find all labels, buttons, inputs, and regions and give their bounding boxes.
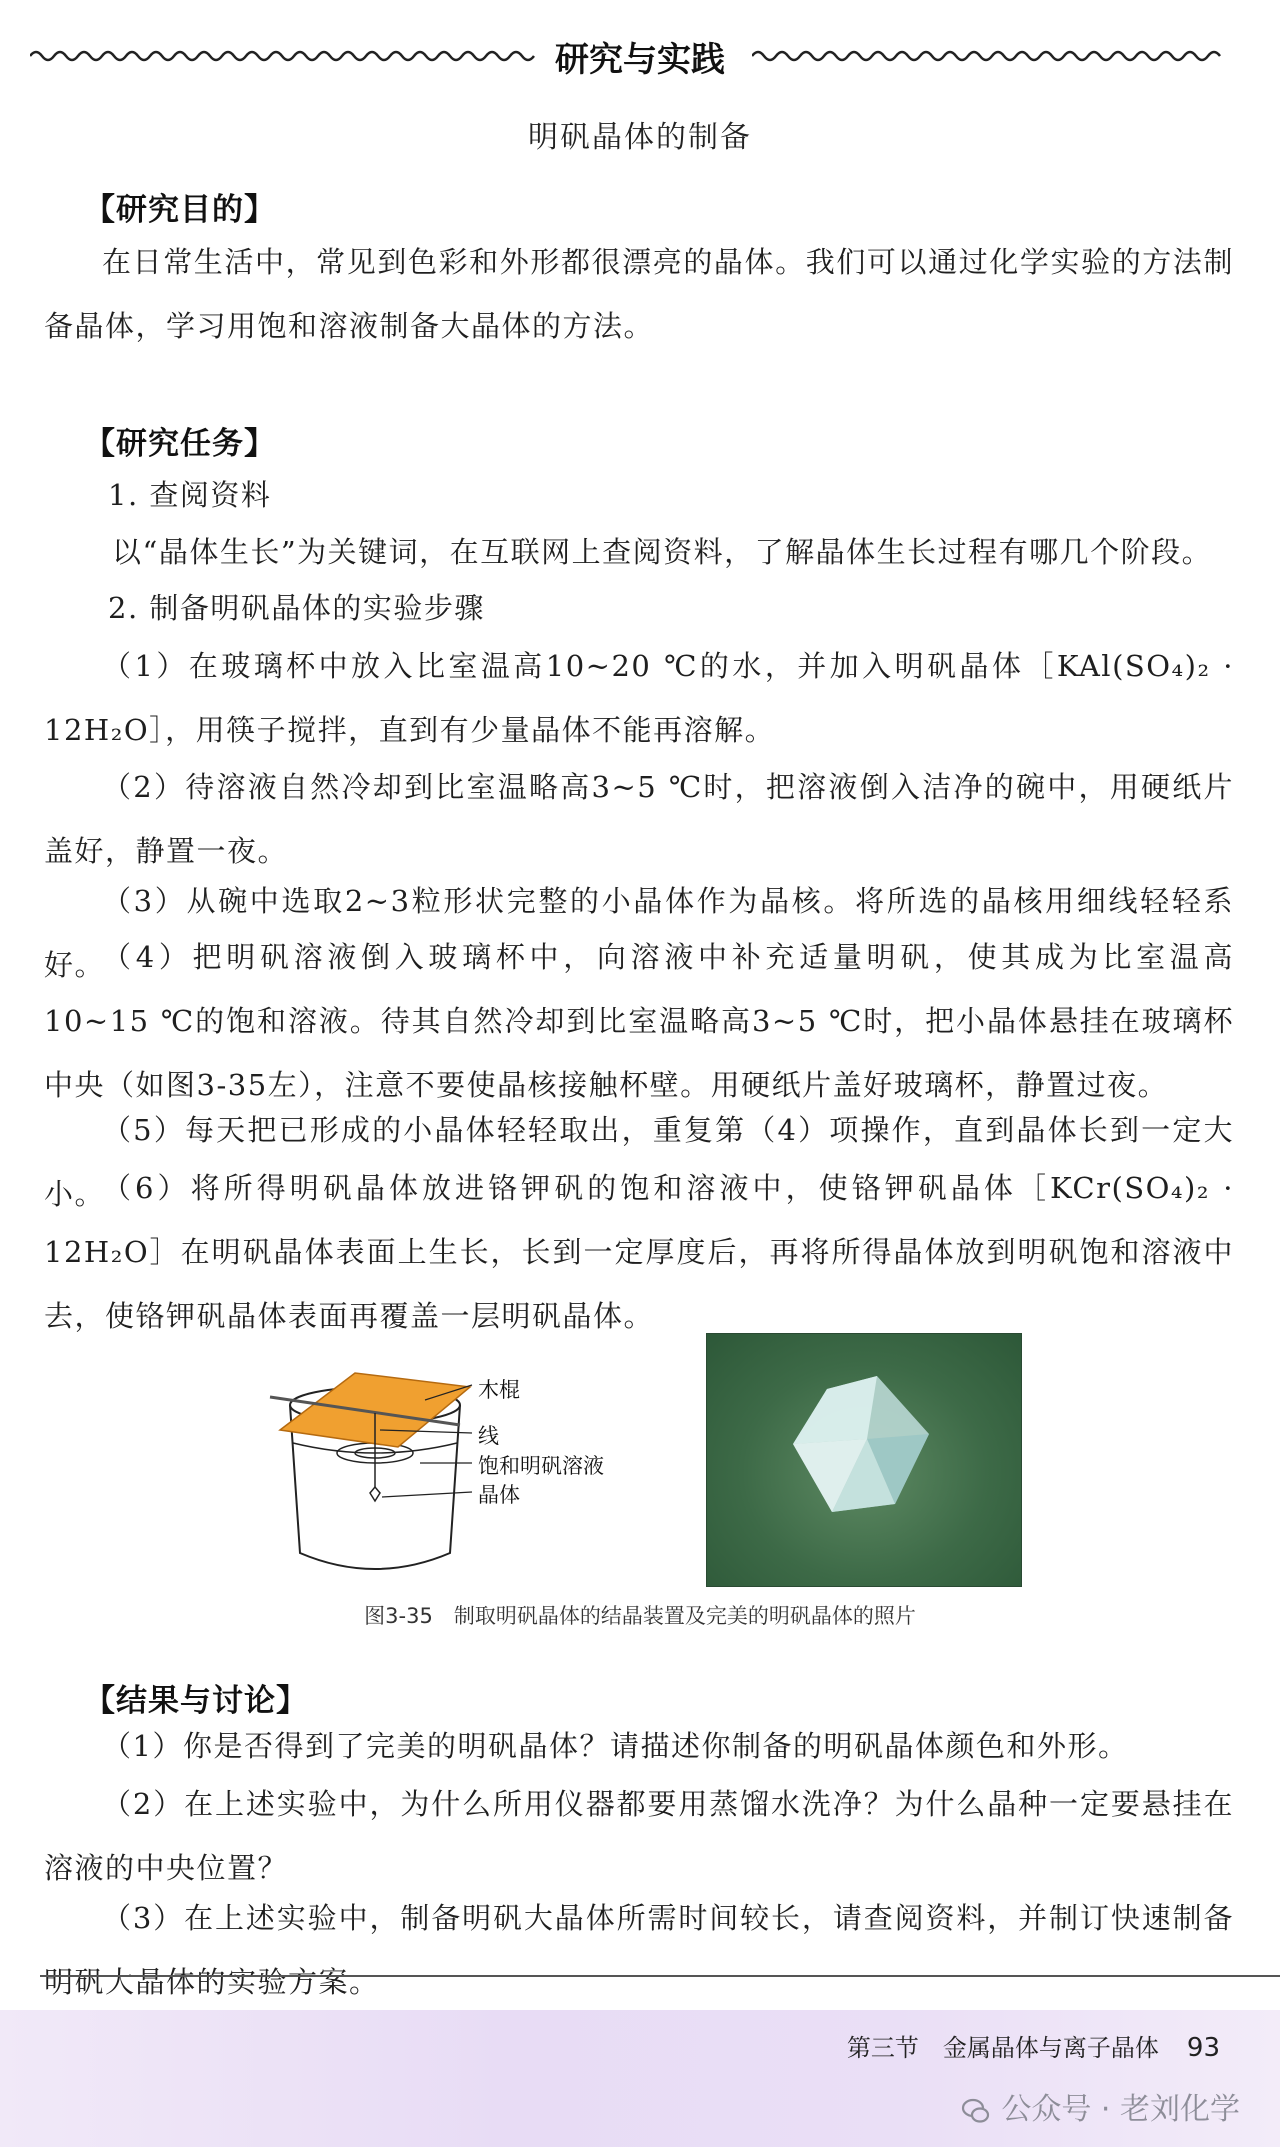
label-solution: 饱和明矾溶液 — [478, 1454, 604, 1478]
figure-caption: 图3-35 制取明矾晶体的结晶装置及完美的明矾晶体的照片 — [364, 1604, 916, 1628]
seed-crystal — [370, 1487, 380, 1501]
purpose-text: 在日常生活中，常见到色彩和外形都很漂亮的晶体。我们可以通过化学实验的方法制备晶体，学习用饱和溶液制备大晶体的方法。 — [44, 245, 1234, 343]
tasks-heading: 【研究任务】 — [84, 426, 276, 462]
discussion-item-1: （1）你是否得到了完美的明矾晶体？请描述你制备的明矾晶体颜色和外形。 — [102, 1729, 1129, 1763]
discussion-heading: 【结果与讨论】 — [84, 1683, 308, 1719]
footer-section-title: 第三节 金属晶体与离子晶体 — [846, 2034, 1159, 2062]
section-title: 研究与实践 — [555, 40, 725, 80]
label-crystal: 晶体 — [478, 1483, 520, 1507]
footer-divider — [40, 1972, 1280, 1992]
task-item1-title: 1. 查阅资料 — [108, 478, 272, 512]
step-5: （5）每天把已形成的小晶体轻轻取出，重复第（4）项操作，直到晶体长到一定大小。 — [44, 1113, 1234, 1211]
discussion-item-3: （3）在上述实验中，制备明矾大晶体所需时间较长，请查阅资料，并制订快速制备明矾大晶体的实验方案。 — [44, 1901, 1234, 1999]
crystallization-apparatus-diagram — [260, 1355, 670, 1585]
watermark — [961, 2084, 1240, 2128]
task-item2-title: 2. 制备明矾晶体的实验步骤 — [108, 591, 485, 625]
step-3: （3）从碗中选取2~3粒形状完整的小晶体作为晶核。将所选的晶核用细线轻轻系好。 — [44, 884, 1234, 982]
footer-section — [847, 2028, 1220, 2063]
step-4: （4）把明矾溶液倒入玻璃杯中，向溶液中补充适量明矾，使其成为比室温高10~15 ℃的饱和溶液。待其自然冷却到比室温略高3~5 ℃时，把小晶体悬挂在玻璃杯中央（如图3-35左），注意不要使晶核接触杯壁。用硬纸片盖好玻璃杯，静置过夜。 — [44, 940, 1234, 1102]
task-item1-text: 以“晶体生长”为关键词，在互联网上查阅资料，了解晶体生长过程有哪几个阶段。 — [112, 535, 1213, 569]
watermark-text: 公众号 · 老刘化学 — [1001, 2092, 1240, 2127]
page-number: 93 — [1186, 2033, 1220, 2063]
purpose-heading: 【研究目的】 — [84, 192, 276, 228]
crystal-image — [707, 1334, 1021, 1586]
wechat-icon — [961, 2096, 991, 2126]
label-stick: 木棍 — [478, 1378, 520, 1402]
page-title: 明矾晶体的制备 — [528, 120, 752, 155]
step-1: （1）在玻璃杯中放入比室温高10~20 ℃的水，并加入明矾晶体［KAl(SO₄)₂ · 12H₂O］，用筷子搅拌，直到有少量晶体不能再溶解。 — [44, 649, 1234, 747]
discussion-item-2: （2）在上述实验中，为什么所用仪器都要用蒸馏水洗净？为什么晶种一定要悬挂在溶液的中央位置？ — [44, 1787, 1234, 1885]
step-2: （2）待溶液自然冷却到比室温略高3~5 ℃时，把溶液倒入洁净的碗中，用硬纸片盖好，静置一夜。 — [44, 770, 1234, 868]
step-6: （6）将所得明矾晶体放进铬钾矾的饱和溶液中，使铬钾矾晶体［KCr(SO₄)₂ · 12H₂O］在明矾晶体表面上生长，长到一定厚度后，再将所得晶体放到明矾饱和溶液中去，使铬钾矾晶体表面再覆盖一层明矾晶体。 — [44, 1171, 1234, 1333]
alum-crystal-photo — [706, 1333, 1022, 1587]
label-thread: 线 — [478, 1424, 499, 1448]
